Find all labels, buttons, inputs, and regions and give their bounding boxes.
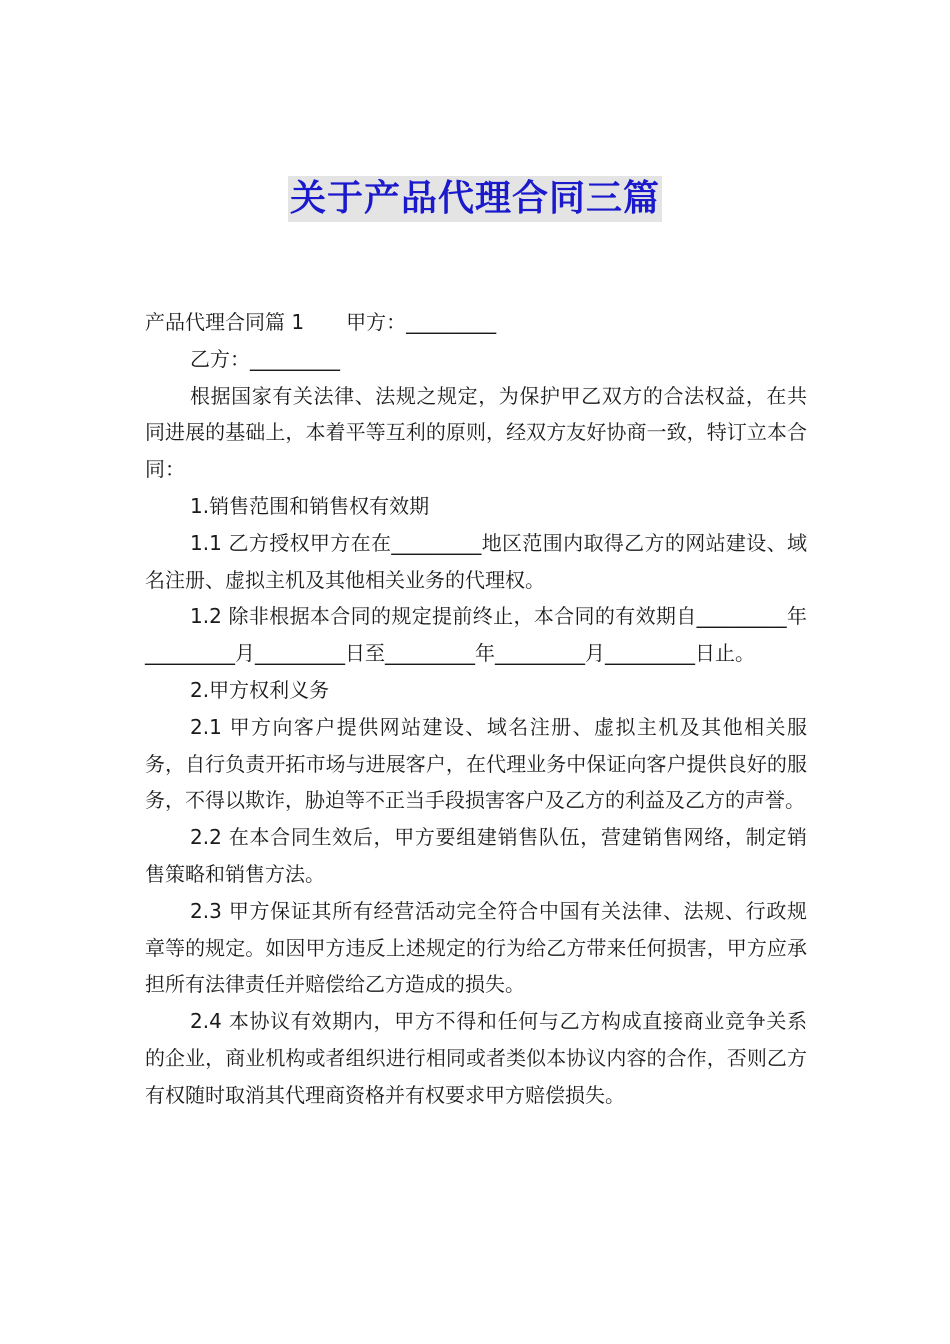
contract-section-label: 产品代理合同篇 1: [145, 310, 305, 334]
clause-1-1: 1.1 乙方授权甲方在在_________地区范围内取得乙方的网站建设、域名注册、虚拟主机及其他相关业务的代理权。: [145, 530, 807, 592]
section-heading-2: 2.甲方权利义务: [190, 677, 330, 702]
paragraph-contract-heading: [145, 304, 807, 341]
document-title: 关于产品代理合同三篇: [288, 176, 662, 222]
section-heading-1: 1.销售范围和销售权有效期: [190, 493, 430, 518]
title-container: [0, 176, 950, 222]
party-b-line: 乙方：_________: [190, 346, 340, 371]
clause-1-2: 1.2 除非根据本合同的规定提前终止，本合同的有效期自_________年_________月_________日至_________年_________月_________日止。: [145, 604, 807, 666]
clause-2-1: 2.1 甲方向客户提供网站建设、域名注册、虚拟主机及其他相关服务，自行负责开拓市场与进展客户，在代理业务中保证向客户提供良好的服务，不得以欺诈，胁迫等不正当手段损害客户及乙方的利益及乙方的声誉。: [145, 714, 807, 813]
clause-2-4: 2.4 本协议有效期内，甲方不得和任何与乙方构成直接商业竞争关系的企业，商业机构或者组织进行相同或者类似本协议内容的合作，否则乙方有权随时取消其代理商资格并有权要求甲方赔偿损失。: [145, 1009, 807, 1107]
party-a-line: 甲方：_________: [346, 310, 497, 334]
clause-2-2: 2.2 在本合同生效后，甲方要组建销售队伍，营建销售网络，制定销售策略和销售方法。: [145, 825, 807, 886]
clause-2-3: 2.3 甲方保证其所有经营活动完全符合中国有关法律、法规、行政规章等的规定。如因甲方违反上述规定的行为给乙方带来任何损害，甲方应承担所有法律责任并赔偿给乙方造成的损失。: [145, 898, 807, 997]
document-body: [145, 304, 807, 1114]
paragraph-preamble: 根据国家有关法律、法规之规定，为保护甲乙双方的合法权益，在共同进展的基础上，本着平等互利的原则，经双方友好协商一致，特订立本合同：: [145, 383, 807, 482]
